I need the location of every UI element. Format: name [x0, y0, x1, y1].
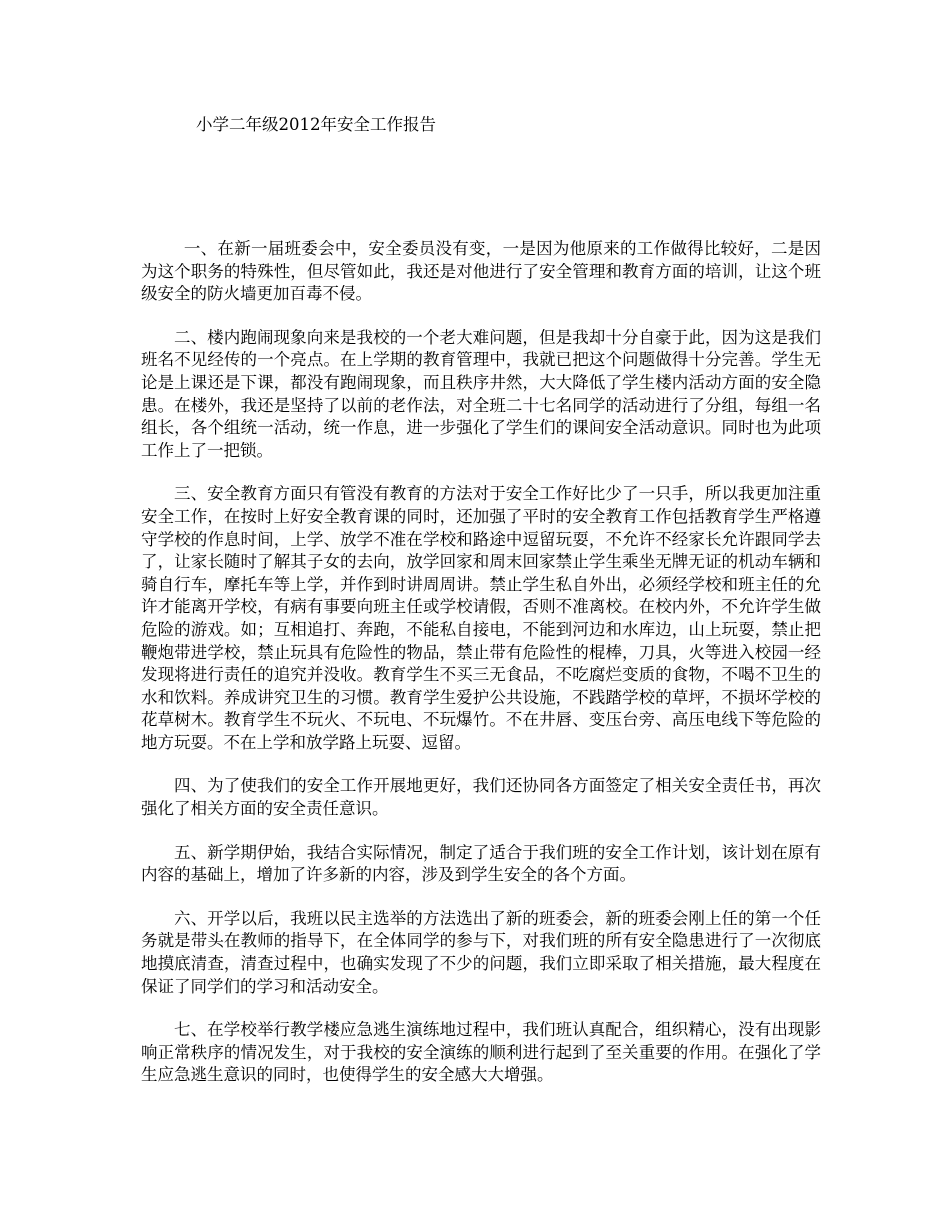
paragraph-7: 七、在学校举行教学楼应急逃生演练地过程中，我们班认真配合，组织精心，没有出现影响正常秩序的情况发生，对于我校的安全演练的顺利进行起到了至关重要的作用。在强化了学生应急逃生意识的同时，也使得学生的安全感大大增强。: [141, 1020, 821, 1085]
paragraph-3: 三、安全教育方面只有管没有教育的方法对于安全工作好比少了一只手，所以我更加注重安全工作，在按时上好安全教育课的同时，还加强了平时的安全教育工作包括教育学生严格遵守学校的作息时间，上学、放学不准在学校和路途中逗留玩耍，不允许不经家长允许跟同学去了，让家长随时了解其子女的去向，放学回家和周末回家禁止学生乘坐无牌无证的机动车辆和骑自行车，摩托车等上学，并作到时讲周周讲。禁止学生私自外出，必须经学校和班主任的允许才能离开学校，有病有事要向班主任或学校请假，否则不准离校。在校内外，不允许学生做危险的游戏。如；互相追打、奔跑，不能私自接电，不能到河边和水库边，山上玩耍，禁止把鞭炮带进学校，禁止玩具有危险性的物品，禁止带有危险性的棍棒，刀具，火等进入校园一经发现将进行责任的追究并没收。教育学生不买三无食品，不吃腐烂变质的食物，不喝不卫生的水和饮料。养成讲究卫生的习惯。教育学生爱护公共设施，不践踏学校的草坪，不损坏学校的花草树木。教育学生不玩火、不玩电、不玩爆竹。不在井唇、变压台旁、高压电线下等危险的地方玩耍。不在上学和放学路上玩耍、逗留。: [141, 484, 821, 752]
paragraph-4: 四、为了使我们的安全工作开展地更好，我们还协同各方面签定了相关安全责任书，再次强化了相关方面的安全责任意识。: [141, 776, 821, 819]
document-title: 小学二年级2012年安全工作报告: [196, 115, 436, 134]
paragraph-5: 五、新学期伊始，我结合实际情况，制定了适合于我们班的安全工作计划，该计划在原有内容的基础上，增加了许多新的内容，涉及到学生安全的各个方面。: [141, 842, 821, 885]
paragraph-2: 二、楼内跑闹现象向来是我校的一个老大难问题，但是我却十分自豪于此，因为这是我们班名不见经传的一个亮点。在上学期的教育管理中，我就已把这个问题做得十分完善。学生无论是上课还是下课，都没有跑闹现象，而且秩序井然，大大降低了学生楼内活动方面的安全隐患。在楼外，我还是坚持了以前的老作法，对全班二十七名同学的活动进行了分组，每组一名组长，各个组统一活动，统一作息，进一步强化了学生们的课间安全活动意识。同时也为此项工作上了一把锁。: [141, 327, 821, 460]
paragraph-6: 六、开学以后，我班以民主选举的方法选出了新的班委会，新的班委会刚上任的第一个任务就是带头在教师的指导下，在全体同学的参与下，对我们班的所有安全隐患进行了一次彻底地摸底清查，清查过程中，也确实发现了不少的问题，我们立即采取了相关措施，最大程度在保证了同学们的学习和活动安全。: [141, 908, 821, 996]
document-body: [141, 238, 821, 1108]
paragraph-1: 一、在新一届班委会中，安全委员没有变，一是因为他原来的工作做得比较好，二是因为这个职务的特殊性，但尽管如此，我还是对他进行了安全管理和教育方面的培训，让这个班级安全的防火墙更加百毒不侵。: [141, 239, 821, 304]
